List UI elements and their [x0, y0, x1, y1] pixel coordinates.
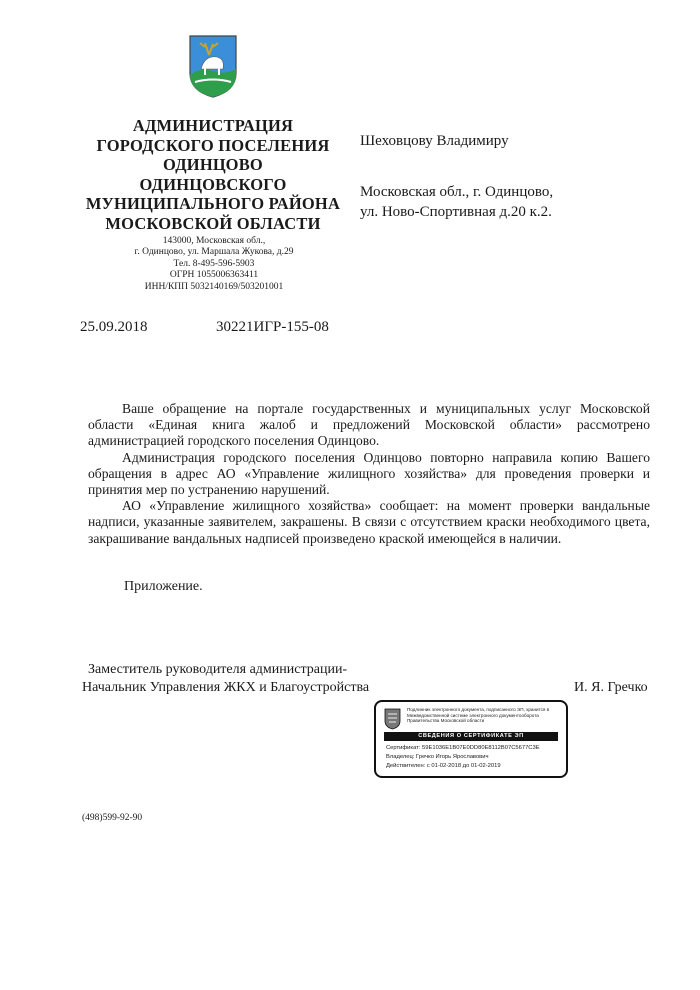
- body-paragraph: АО «Управление жилищного хозяйства» сообщает: на момент проверки вандальные надписи, указанные заявителем, закрашены. В связи с отсутствием краски необходимого цвета, закрашивание вандальных надписей произведено краской имеющейся в наличии.: [88, 498, 650, 546]
- contact-line: ОГРН 1055006363411: [169, 270, 259, 281]
- signer-name: И. Я. Гречко: [574, 680, 648, 695]
- emblem-icon: [384, 708, 401, 730]
- body-paragraph: Администрация городского поселения Одинцово повторно направила копию Вашего обращения в адрес АО «Управление жилищного хозяйства» для проведения проверки и принятия мер по устранению нарушений.: [88, 449, 650, 498]
- organization-contacts: [96, 236, 332, 293]
- org-name-line: МУНИЦИПАЛЬНОГО РАЙОНА: [85, 194, 341, 213]
- letter-body: [88, 401, 650, 547]
- org-name-line: ГОРОДСКОГО ПОСЕЛЕНИЯ: [96, 135, 330, 155]
- stamp-certificate: Сертификат: 59E1036E1B07E0DD80E8112B07C5677C3E: [386, 745, 540, 751]
- contact-line: ИНН/КПП 5032140169/503201001: [144, 281, 284, 292]
- stamp-owner: Владелец: Гречко Игорь Ярославович: [386, 754, 489, 760]
- signature-title-line: Заместитель руководителя администрации-: [88, 662, 348, 677]
- stamp-validity: Действителен: с 01-02-2018 до 01-02-2019: [386, 763, 501, 769]
- letter-number: 30221ИГР-155-08: [216, 319, 329, 335]
- coat-of-arms-icon: [187, 33, 239, 99]
- org-name-line: ОДИНЦОВСКОГО: [139, 174, 287, 194]
- org-name-line: МОСКОВСКОЙ ОБЛАСТИ: [105, 213, 321, 233]
- recipient-address-line: ул. Ново-Спортивная д.20 к.2.: [360, 204, 552, 220]
- org-name-line: ОДИНЦОВО: [163, 155, 263, 174]
- contact-line: г. Одинцово, ул. Маршала Жукова, д.29: [134, 247, 294, 258]
- org-name-line: АДМИНИСТРАЦИЯ: [132, 116, 294, 135]
- contact-line: 143000, Московская обл.,: [162, 236, 266, 246]
- organization-name: [70, 116, 356, 233]
- contact-phone: (498)599-92-90: [82, 813, 143, 823]
- stamp-header: СВЕДЕНИЯ О СЕРТИФИКАТЕ ЭП: [384, 732, 558, 741]
- letter-date: 25.09.2018: [80, 319, 148, 335]
- e-signature-stamp: [374, 700, 568, 778]
- signature-title-line: Начальник Управления ЖКХ и Благоустройства: [82, 680, 370, 695]
- body-paragraph: Ваше обращение на портале государственных и муниципальных услуг Московской области «Единая книга жалоб и предложений Московской области» рассмотрено администрацией городского поселения Одинцово.: [88, 401, 650, 449]
- contact-line: Тел. 8-495-596-5903: [173, 258, 255, 269]
- recipient-name: Шеховцову Владимиру: [360, 133, 509, 149]
- recipient-address-line: Московская обл., г. Одинцово,: [360, 184, 554, 200]
- stamp-note: Подлинник электронного документа, подписанного ЭП, хранится в Межведомственной системе электронного документооборота Правительства Московской области: [407, 707, 550, 724]
- attachment-label: Приложение.: [124, 579, 203, 594]
